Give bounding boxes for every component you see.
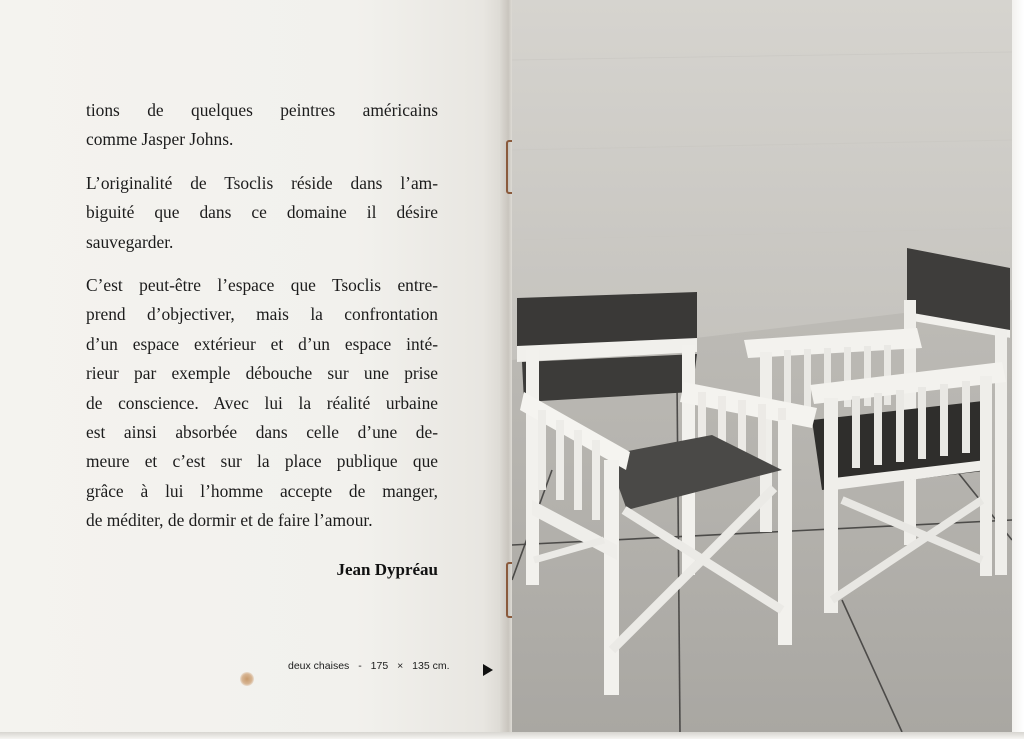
artwork-caption [288, 660, 450, 672]
text-line: prend d’objectiver, mais la confrontation [86, 304, 438, 325]
text-line: de conscience. Avec lui la réalité urbaine [86, 392, 438, 413]
text-line: C’est peut-être l’espace que Tsoclis entre- [86, 275, 438, 296]
caption-height: 135 [412, 660, 430, 672]
text-line: de méditer, de dormir et de faire l’amour. [86, 510, 373, 531]
text-line: L’originalité de Tsoclis réside dans l’am- [86, 172, 438, 193]
caption-width: 175 [370, 660, 389, 672]
bottom-edge [0, 732, 1024, 739]
author-signature: Jean Dypréau [336, 560, 438, 579]
paragraph-3 [86, 271, 438, 536]
triangle-right-icon [483, 664, 493, 676]
caption-times: × [397, 660, 404, 672]
left-page [0, 0, 508, 739]
text-line: tions de quelques peintres américains [86, 100, 438, 120]
page-edge [1012, 0, 1024, 739]
text-line: d’un espace extérieur et d’un espace inté- [86, 333, 438, 354]
text-line: grâce à lui l’homme accepte de manger, [86, 480, 438, 501]
caption-title: deux chaises [288, 660, 350, 672]
chairs-illustration [512, 0, 1012, 732]
text-line: sauvegarder. [86, 231, 174, 252]
paragraph-1 [86, 96, 438, 155]
paragraph-2 [86, 169, 438, 257]
text-line: comme Jasper Johns. [86, 129, 234, 150]
paper-stain [240, 672, 254, 686]
text-line: est ainsi absorbée dans celle d’une de- [86, 422, 438, 443]
text-line: rieur par exemple débouche sur une prise [86, 363, 438, 384]
essay-text [86, 96, 438, 550]
text-line: meure et c’est sur la place publique que [86, 451, 438, 472]
text-line: biguité que dans ce domaine il désire [86, 202, 438, 223]
chairs-photo [512, 0, 1012, 732]
caption-dash: - [358, 660, 362, 672]
caption-unit: cm. [432, 660, 450, 672]
